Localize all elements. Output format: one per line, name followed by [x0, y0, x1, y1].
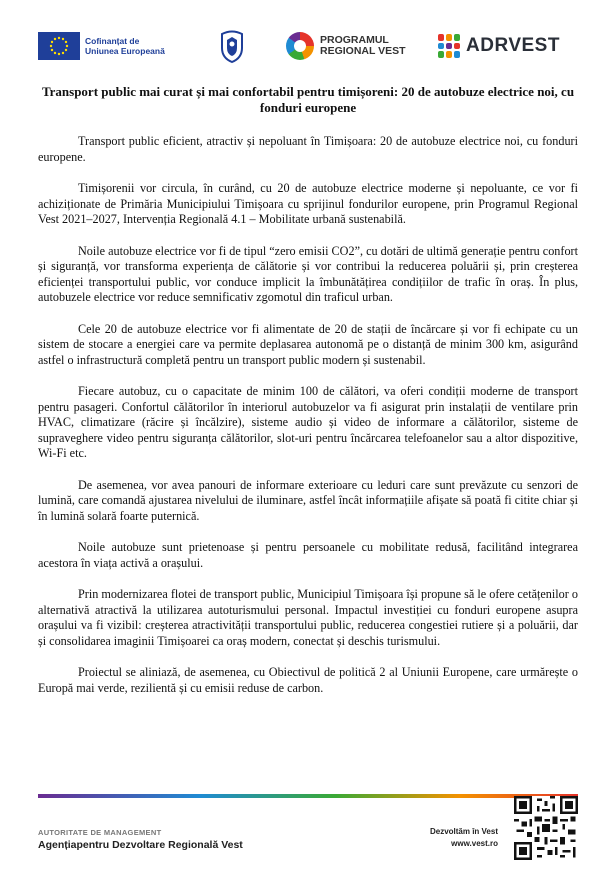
- footer-website-link[interactable]: www.vest.ro: [451, 839, 498, 848]
- paragraph: Noile autobuze electrice vor fi de tipul “zero emisii CO2”, cu dotări de ultimă generație pentru confort și siguranță, vor transforma experiența de călătorie și vor contribui la reducerea poluării și, prin creșterea eficienței transportului public, vor conduce implicit la îmbunătățirea condițiilor de trafic în oraș. În plus, autobuzele electrice vor reduce semnificativ zgomotul din traficul urban.: [38, 243, 578, 304]
- eu-logo-line2: Uniunea Europeană: [85, 46, 165, 56]
- paragraph: Noile autobuze sunt prietenoase și pentru persoanele cu mobilitate redusă, facilitând integrarea acestora în viața activă a orașului.: [38, 540, 578, 570]
- footer-divider: [38, 794, 578, 798]
- paragraph: Proiectul se aliniază, de asemenea, cu Obiectivul de politică 2 al Uniunii Europene, care urmărește o Europă mai verde, rezilientă și cu emisii reduse de carbon.: [38, 665, 578, 695]
- adr-dots-icon: [438, 34, 460, 58]
- article-title: Transport public mai curat și mai confortabil pentru timișoreni: 20 de autobuze electrice noi, cu fonduri europene: [41, 84, 575, 115]
- footer-authority: [38, 828, 243, 851]
- authority-name: Agențiapentru Dezvoltare Regională Vest: [38, 839, 243, 851]
- header: [38, 28, 578, 68]
- paragraph: Transport public eficient, atractiv și nepoluant în Timișoara: 20 de autobuze electrice noi, cu fonduri europene.: [38, 134, 578, 164]
- paragraph: Timișorenii vor circula, în curând, cu 20 de autobuze electrice moderne și nepoluante, ce vor fi achiziționate de Primăria Municipiului Timișoara cu sprijinul fondurilor europene, prin Programul Regional Vest 2021–2027, Intervenția Regională 4.1 – Mobilitate urbană sustenabilă.: [38, 181, 578, 226]
- eu-cofinancing-logo: [38, 32, 165, 60]
- paragraph: Cele 20 de autobuze electrice vor fi alimentate de 20 de stații de încărcare și vor fi echipate cu un sistem de stocare a energiei care va permite deplasarea autonomă pe o distanță de minim 300 km, asigurând astfel o infrastructură completă pentru un transport public modern și sustenabil.: [38, 321, 578, 367]
- paragraph: De asemenea, vor avea panouri de informare exterioare cu leduri care sunt prevăzute cu senzori de lumină, care comandă ajustarea nivelului de iluminare, astfel încât informațiile afișate să poată fi citite chiar și în lumină solară foarte puternică.: [38, 477, 578, 523]
- eu-logo-line1: Cofinanțat de: [85, 36, 140, 46]
- authority-label: AUTORITATE DE MANAGEMENT: [38, 828, 162, 837]
- footer-contact: [412, 826, 498, 850]
- adr-logo-text: ADRVEST: [466, 35, 560, 56]
- article-body: [38, 134, 578, 712]
- program-logo-line2: REGIONAL VEST: [320, 45, 406, 57]
- footer-slogan: Dezvoltăm în Vest: [429, 827, 498, 836]
- qr-code-icon: [514, 796, 578, 860]
- adr-vest-logo: [438, 34, 560, 58]
- program-ring-icon: [286, 32, 314, 60]
- romania-coat-of-arms-icon: [218, 30, 246, 64]
- paragraph: Fiecare autobuz, cu o capacitate de minim 100 de călători, va oferi condiții moderne de transport pentru pasageri. Confortul călătorilor în interiorul autobuzelor va fi asigurat prin instalații de ventilare prin HVAC, climatizare (răcire și încălzire), sisteme audio și video de informare a călătorilor, sisteme de supraveghere video pentru siguranța călătorilor, slot-uri pentru încărcarea telefoanelor sau a altor dispozitive, Wi-Fi etc.: [38, 384, 578, 460]
- program-regional-vest-logo: [286, 32, 406, 60]
- program-logo-line1: PROGRAMUL: [320, 34, 389, 46]
- eu-flag-icon: [38, 32, 80, 60]
- paragraph: Prin modernizarea flotei de transport public, Municipiul Timișoara își propune să le ofere cetățenilor o alternativă atractivă la utilizarea autoturismului personal. Impactul investiției cu fonduri europene asupra orașului va fi vizibil: creșterea atractivității transportului public, reducerea congestiei rutiere și a poluării, dar și consolidarea imaginii Timișoarei ca oraș modern, conectat și deschis turismului.: [38, 587, 578, 648]
